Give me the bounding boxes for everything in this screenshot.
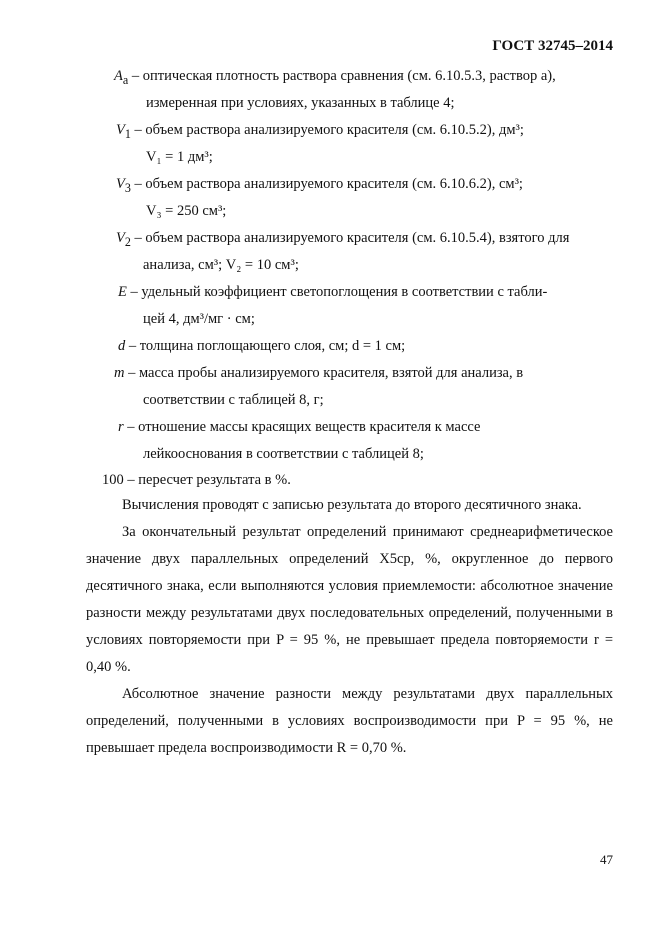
legend-symbol: m xyxy=(114,365,125,381)
legend-text: – удельный коэффициент светопоглощения в соответствии с табли- xyxy=(126,284,548,300)
legend-symbol: d xyxy=(118,338,126,354)
legend-symbol: A xyxy=(114,68,123,84)
legend-subscript: 3 xyxy=(124,180,131,195)
legend-subscript: 2 xyxy=(124,234,131,249)
legend-symbol: V xyxy=(116,230,125,246)
legend-item-d xyxy=(118,336,405,356)
paragraph: За окончательный результат определений принимают среднеарифметическое значение двух параллельных определений X5ср, %, округленное до первого десятичного знака, если выполняются условия приемлемости: абсолютное значение разности между результатами двух последовательных определений, полученными в условиях повторяемости при P = 95 %, не превышает предела повторяемости r = 0,40 %. xyxy=(86,524,613,675)
legend-text: – отношение массы красящих веществ красителя к массе xyxy=(123,419,481,435)
legend-continuation: измеренная при условиях, указанных в таблице 4; xyxy=(146,95,455,111)
legend-symbol: r xyxy=(118,419,124,435)
legend-symbol: E xyxy=(118,284,127,300)
legend-text: – масса пробы анализируемого красителя, взятой для анализа, в xyxy=(124,365,524,381)
legend-text: – объем раствора анализируемого красителя (см. 6.10.5.2), дм³; xyxy=(130,122,524,138)
legend-symbol: V xyxy=(116,122,125,138)
legend-subscript: 1 xyxy=(124,126,131,141)
legend-item-v1 xyxy=(116,120,524,144)
paragraph: Абсолютное значение разности между результатами двух параллельных определений, полученными в условиях воспроизводимости при P = 95 %, не превышает предела воспроизводимости R = 0,70 %. xyxy=(86,686,613,756)
legend-item-r xyxy=(118,417,480,437)
legend-continuation: соответствии с таблицей 8, г; xyxy=(143,392,324,408)
legend-symbol: V xyxy=(116,176,125,192)
body-text xyxy=(86,492,613,762)
legend-continuation: V₃ = 250 см³; xyxy=(146,203,227,219)
legend-item-m xyxy=(114,363,523,383)
legend-text: – оптическая плотность раствора сравнения (см. 6.10.5.3, раствор а), xyxy=(128,68,556,84)
legend-continuation: цей 4, дм³/мг · см; xyxy=(143,311,255,327)
page-number: 47 xyxy=(600,852,613,867)
paragraph: Вычисления проводят с записью результата до второго десятичного знака. xyxy=(122,497,582,513)
standard-code-header: ГОСТ 32745–2014 xyxy=(492,38,613,54)
legend-item-v3 xyxy=(116,174,523,198)
legend-subscript: a xyxy=(122,72,129,87)
legend-item-hundred: 100 – пересчет результата в %. xyxy=(102,472,291,488)
legend-item-v2 xyxy=(116,228,569,252)
legend-continuation: лейкооснования в соответствии с таблицей 8; xyxy=(143,446,424,462)
legend-item-aa xyxy=(114,66,556,90)
legend-text: – объем раствора анализируемого красителя (см. 6.10.5.4), взятого для xyxy=(130,230,570,246)
legend-text: – объем раствора анализируемого красителя (см. 6.10.6.2), см³; xyxy=(130,176,523,192)
legend-text: – толщина поглощающего слоя, см; d = 1 см; xyxy=(125,338,406,354)
legend-continuation: V₁ = 1 дм³; xyxy=(146,149,213,165)
legend-continuation: анализа, см³; V₂ = 10 см³; xyxy=(143,257,299,273)
legend-item-e xyxy=(118,282,547,302)
